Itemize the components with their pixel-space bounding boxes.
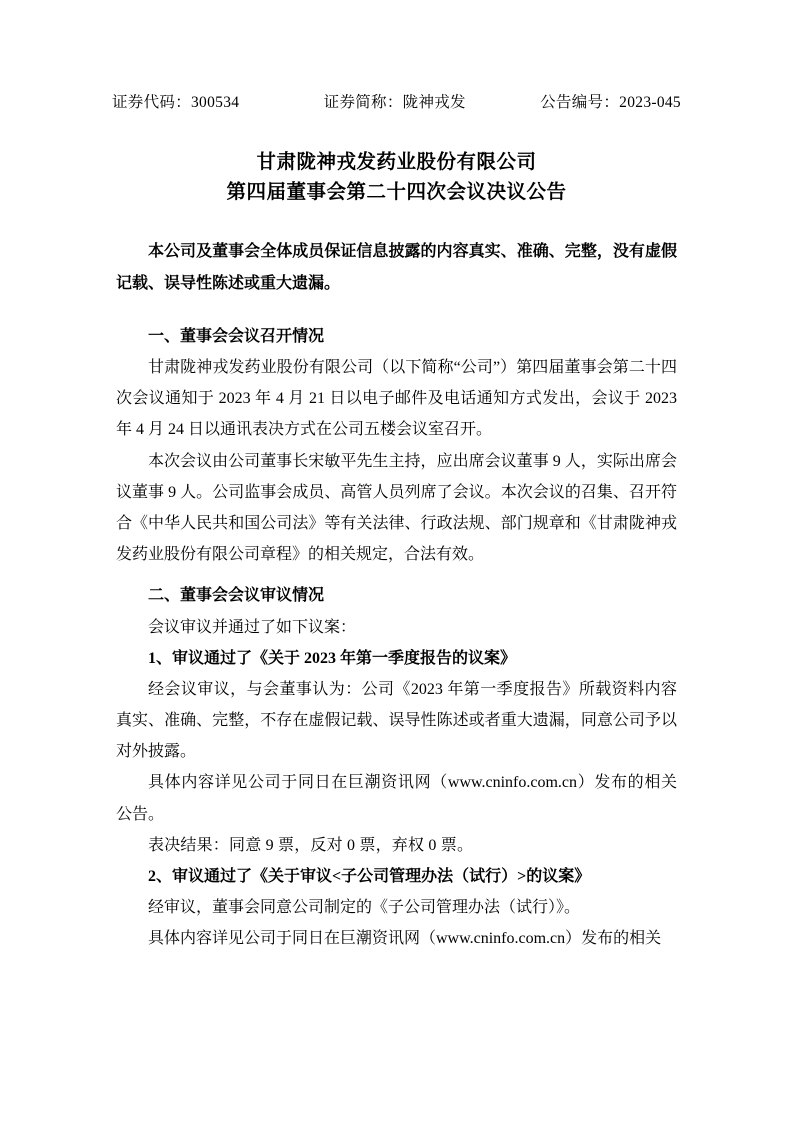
proposal-2-paragraph-1: 经审议，董事会同意公司制定的《子公司管理办法（试行）》。	[148, 899, 581, 917]
paragraph-meeting-attendance: 本次会议由公司董事长宋敏平先生主持，应出席会议董事 9 人，实际出席会议董事 9 人。公司监事会成员、高管人员列席了会议。本次会议的召集、召开符合《中华人民共和国公司法》等有关法律、行政法规、部门规章和《甘肃陇神戎发药业股份有限公司章程》的相关规定，合法有效。	[116, 452, 677, 564]
proposal-2-paragraph-2: 具体内容详见公司于同日在巨潮资讯网（www.cninfo.com.cn）发布的相关	[148, 930, 662, 948]
proposal-1-paragraph-2: 具体内容详见公司于同日在巨潮资讯网（www.cninfo.com.cn）发布的相关公告。	[116, 774, 677, 823]
security-code: 证券代码：300534	[112, 94, 240, 111]
document-header	[112, 0, 681, 112]
page-title-line1: 甘肃陇神戎发药业股份有限公司	[256, 152, 537, 173]
page-title-line2: 第四届董事会第二十四次会议决议公告	[226, 182, 567, 204]
proposal-2-title: 2、审议通过了《关于审议<子公司管理办法（试行）>的议案》	[148, 868, 591, 885]
paragraph-review-intro: 会议审议并通过了如下议案：	[148, 618, 357, 636]
disclosure-statement: 本公司及董事会全体成员保证信息披露的内容真实、准确、完整，没有虚假记载、误导性陈述或重大遗漏。	[116, 243, 677, 292]
proposal-1-paragraph-1: 经会议审议，与会董事认为：公司《2023 年第一季度报告》所载资料内容真实、准确、完整，不存在虚假记载、误导性陈述或者重大遗漏，同意公司予以对外披露。	[116, 680, 677, 761]
paragraph-meeting-notice: 甘肃陇神戎发药业股份有限公司（以下简称“公司”）第四届董事会第二十四次会议通知于 2023 年 4 月 21 日以电子邮件及电话通知方式发出，会议于 2023 年 4 月 24 日以通讯表决方式在公司五楼会议室召开。	[116, 359, 677, 439]
security-name: 证券简称：陇神戎发	[323, 94, 466, 111]
announcement-number: 公告编号：2023-045	[540, 94, 681, 111]
proposal-1-vote-result: 表决结果：同意 9 票，反对 0 票，弃权 0 票。	[148, 836, 474, 854]
section-heading-meeting-review: 二、董事会会议审议情况	[148, 587, 325, 605]
section-heading-meeting-convening: 一、董事会会议召开情况	[148, 327, 325, 345]
proposal-1-title: 1、审议通过了《关于 2023 年第一季度报告的议案》	[148, 649, 517, 667]
